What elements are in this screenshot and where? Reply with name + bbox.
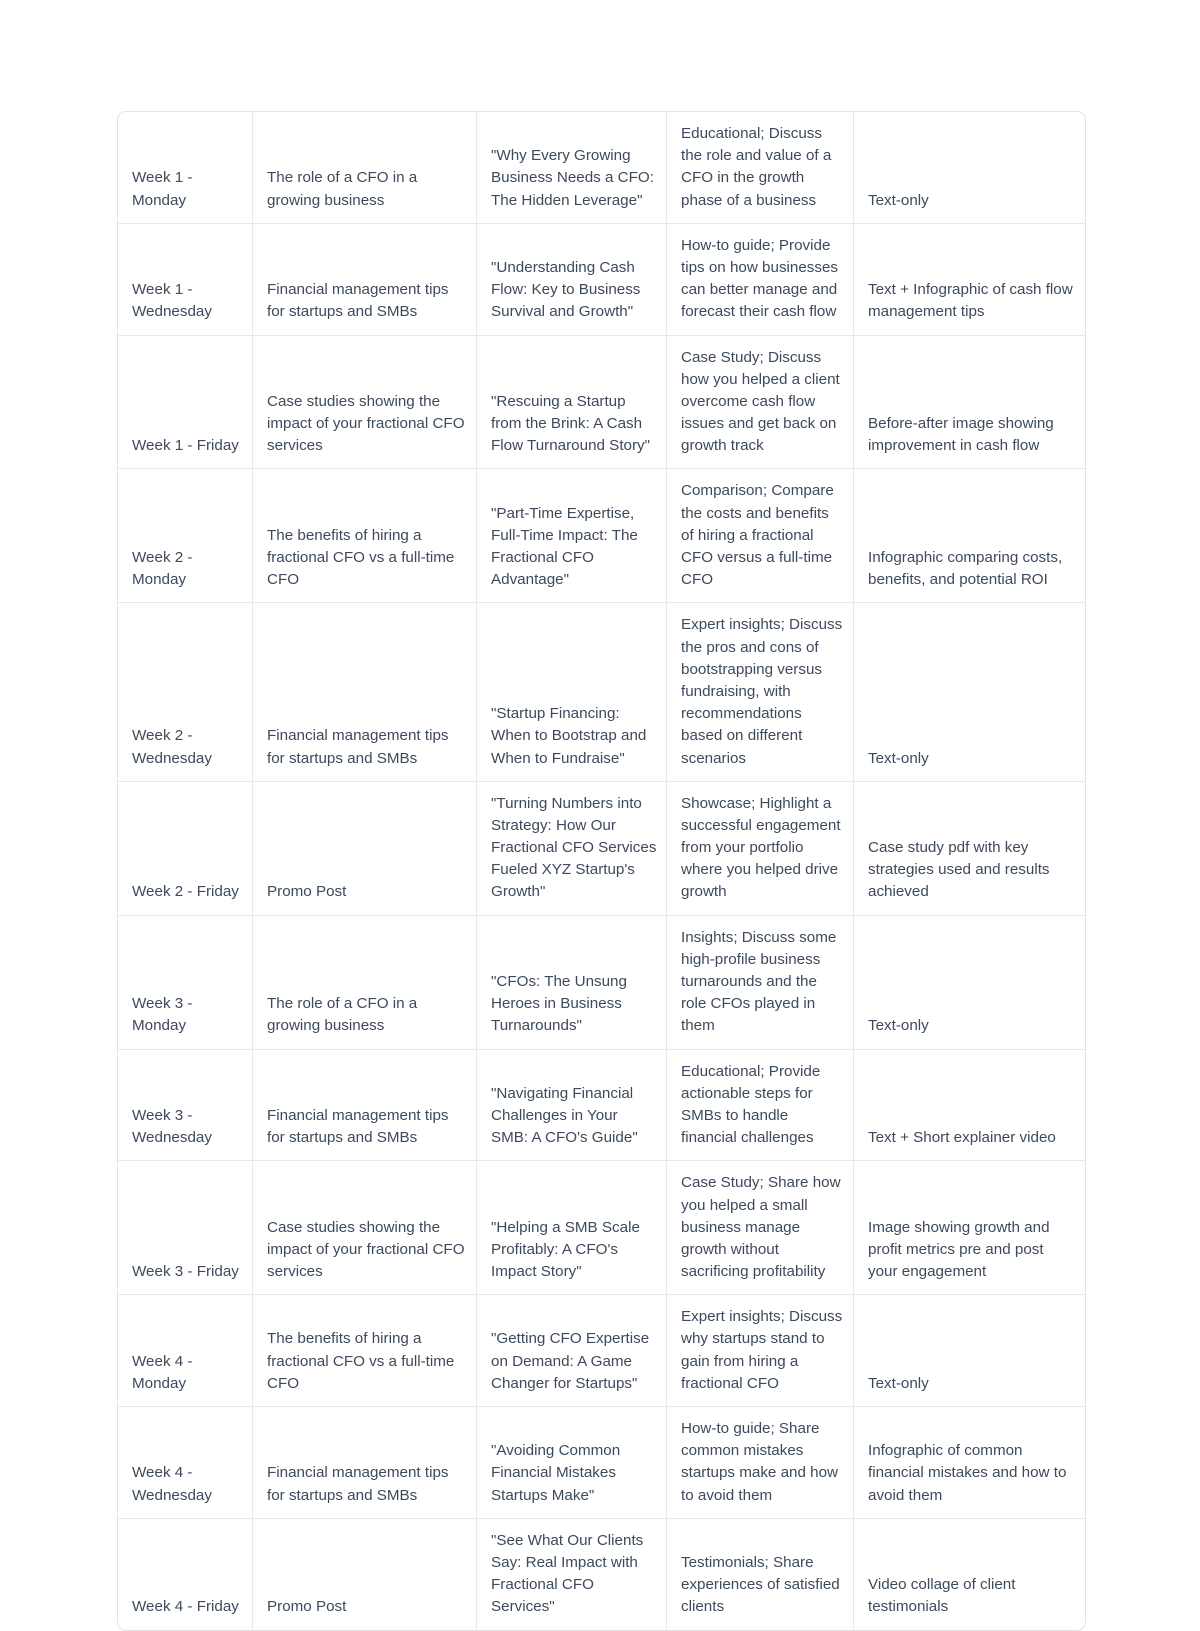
cell-post-title: "Turning Numbers into Strategy: How Our Fractional CFO Services Fueled XYZ Startup's Growth": [477, 782, 667, 916]
cell-post-title: "Helping a SMB Scale Profitably: A CFO's Impact Story": [477, 1161, 667, 1295]
cell-time-slot: Week 3 - Friday: [118, 1161, 253, 1295]
cell-media: Infographic comparing costs, benefits, and potential ROI: [854, 469, 1085, 603]
cell-post-description: How-to guide; Provide tips on how businesses can better manage and forecast their cash flow: [667, 224, 854, 336]
cell-post-description: Case Study; Share how you helped a small business manage growth without sacrificing profitability: [667, 1161, 854, 1295]
cell-post-title: "See What Our Clients Say: Real Impact with Fractional CFO Services": [477, 1519, 667, 1630]
cell-media: Text + Short explainer video: [854, 1050, 1085, 1162]
table-row: [118, 1295, 1085, 1407]
table-body: [118, 112, 1085, 1630]
table-row: [118, 603, 1085, 781]
cell-time-slot: Week 1 - Friday: [118, 336, 253, 470]
cell-post-description: Insights; Discuss some high-profile business turnarounds and the role CFOs played in them: [667, 916, 854, 1050]
cell-time-slot: Week 4 - Friday: [118, 1519, 253, 1630]
cell-time-slot: Week 1 - Monday: [118, 112, 253, 224]
cell-post-title: "CFOs: The Unsung Heroes in Business Turnarounds": [477, 916, 667, 1050]
content-calendar-wrapper: [117, 111, 1084, 1631]
cell-post-title: "Getting CFO Expertise on Demand: A Game Changer for Startups": [477, 1295, 667, 1407]
cell-post-title: "Navigating Financial Challenges in Your SMB: A CFO's Guide": [477, 1050, 667, 1162]
table-row: [118, 469, 1085, 603]
cell-media: Infographic of common financial mistakes and how to avoid them: [854, 1407, 1085, 1519]
cell-post-description: Expert insights; Discuss why startups stand to gain from hiring a fractional CFO: [667, 1295, 854, 1407]
cell-media: Video collage of client testimonials: [868, 1576, 1016, 1616]
cell-media: Text-only: [854, 603, 1085, 781]
cell-topic: The role of a CFO in a growing business: [253, 916, 477, 1050]
cell-post-title: "Understanding Cash Flow: Key to Business Survival and Growth": [477, 224, 667, 336]
cell-topic: Financial management tips for startups and SMBs: [253, 603, 477, 781]
cell-post-description: Showcase; Highlight a successful engagement from your portfolio where you helped drive growth: [667, 782, 854, 916]
cell-topic: Case studies showing the impact of your fractional CFO services: [253, 1161, 477, 1295]
cell-post-description: Expert insights; Discuss the pros and cons of bootstrapping versus fundraising, with recommendations based on different scenarios: [667, 603, 854, 781]
cell-media: Image showing growth and profit metrics pre and post your engagement: [854, 1161, 1085, 1295]
cell-post-title: "Why Every Growing Business Needs a CFO: The Hidden Leverage": [477, 112, 667, 224]
cell-topic: Financial management tips for startups and SMBs: [253, 224, 477, 336]
cell-post-description: Comparison; Compare the costs and benefits of hiring a fractional CFO versus a full-time CFO: [667, 469, 854, 603]
table-row: [118, 1407, 1085, 1519]
table-row: [118, 1050, 1085, 1162]
cell-topic: The benefits of hiring a fractional CFO vs a full-time CFO: [253, 1295, 477, 1407]
cell-topic: Promo Post: [253, 782, 477, 916]
cell-time-slot: Week 4 - Monday: [118, 1295, 253, 1407]
cell-time-slot: Week 3 - Wednesday: [118, 1050, 253, 1162]
table-row: [118, 224, 1085, 336]
cell-time-slot: Week 2 - Monday: [118, 469, 253, 603]
cell-topic: Financial management tips for startups and SMBs: [253, 1407, 477, 1519]
cell-post-title: "Startup Financing: When to Bootstrap and When to Fundraise": [477, 603, 667, 781]
cell-post-description: Case Study; Discuss how you helped a client overcome cash flow issues and get back on growth track: [667, 336, 854, 470]
table-row: [118, 112, 1085, 224]
cell-time-slot: Week 4 - Wednesday: [118, 1407, 253, 1519]
cell-post-description: How-to guide; Share common mistakes startups make and how to avoid them: [667, 1407, 854, 1519]
cell-post-description: Testimonials; Share experiences of satisfied clients: [667, 1519, 854, 1630]
cell-media: Text + Infographic of cash flow management tips: [854, 224, 1085, 336]
cell-media: Before-after image showing improvement in cash flow: [854, 336, 1085, 470]
cell-post-description: Educational; Discuss the role and value of a CFO in the growth phase of a business: [667, 112, 854, 224]
cell-time-slot: Week 2 - Wednesday: [118, 603, 253, 781]
content-calendar-table: [117, 111, 1086, 1631]
table-row: [118, 336, 1085, 470]
cell-post-title: "Avoiding Common Financial Mistakes Startups Make": [477, 1407, 667, 1519]
cell-media: Text-only: [854, 112, 1085, 224]
cell-topic: The role of a CFO in a growing business: [253, 112, 477, 224]
cell-media: Case study pdf with key strategies used and results achieved: [854, 782, 1085, 916]
cell-time-slot: Week 1 - Wednesday: [118, 224, 253, 336]
cell-post-title: "Rescuing a Startup from the Brink: A Cash Flow Turnaround Story": [477, 336, 667, 470]
cell-post-description: Educational; Provide actionable steps for SMBs to handle financial challenges: [667, 1050, 854, 1162]
cell-media: Text-only: [854, 916, 1085, 1050]
table-row: [118, 916, 1085, 1050]
table-row: [118, 1519, 1085, 1630]
cell-topic: Promo Post: [253, 1519, 477, 1630]
cell-topic: The benefits of hiring a fractional CFO vs a full-time CFO: [253, 469, 477, 603]
cell-topic: Case studies showing the impact of your fractional CFO services: [253, 336, 477, 470]
cell-topic: Financial management tips for startups and SMBs: [253, 1050, 477, 1162]
cell-time-slot: Week 3 - Monday: [118, 916, 253, 1050]
cell-time-slot: Week 2 - Friday: [118, 782, 253, 916]
cell-post-title: "Part-Time Expertise, Full-Time Impact: The Fractional CFO Advantage": [477, 469, 667, 603]
table-row: [118, 1161, 1085, 1295]
cell-media: Text-only: [854, 1295, 1085, 1407]
table-row: [118, 782, 1085, 916]
